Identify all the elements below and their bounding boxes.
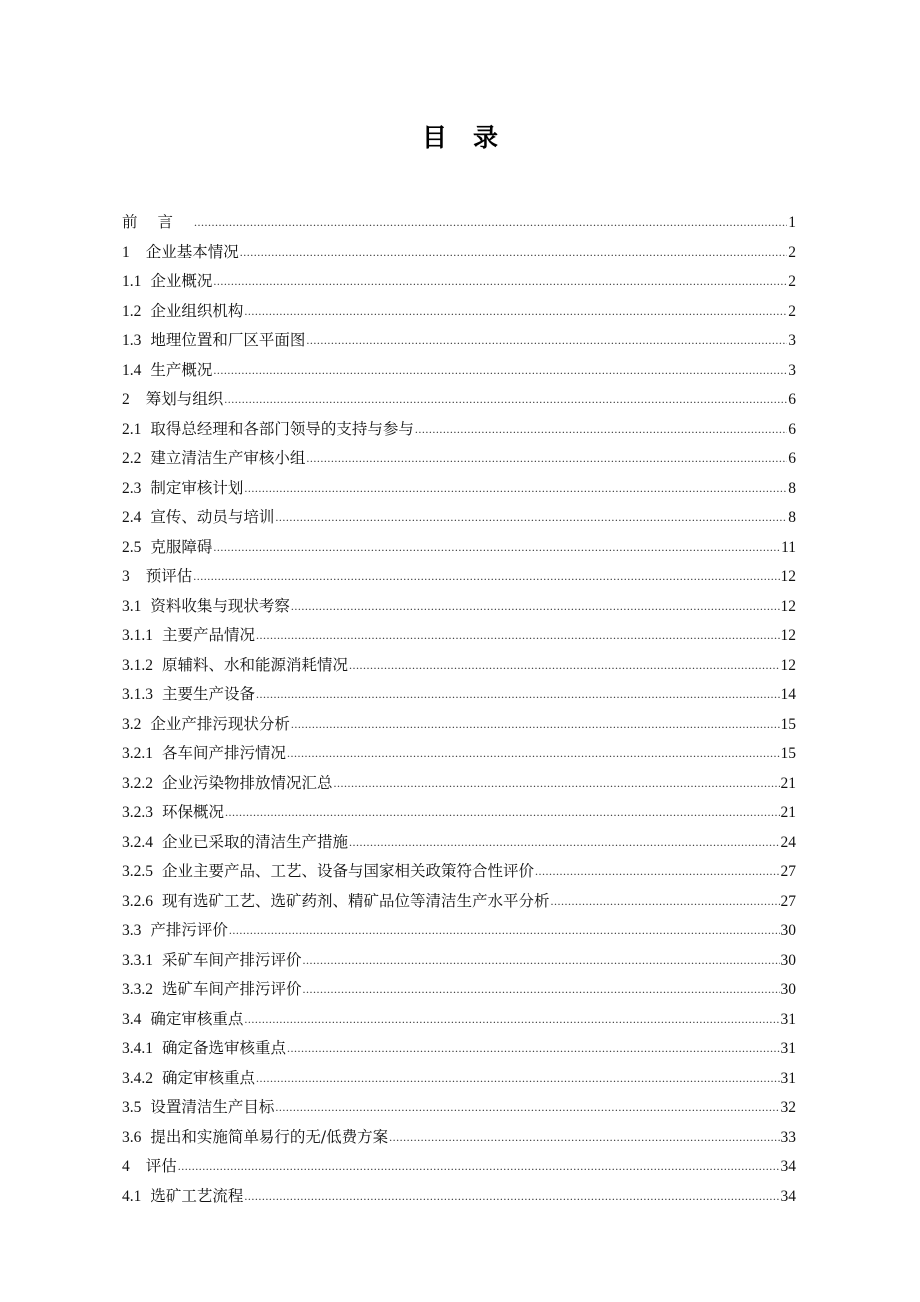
toc-dot-leader [349, 828, 779, 858]
toc-entry-page-number: 14 [780, 686, 796, 703]
toc-entry-title: 选矿车间产排污评价 [162, 980, 302, 998]
toc-dot-leader [256, 1064, 779, 1094]
toc-entry-title: 环保概况 [162, 803, 225, 821]
toc-entry-title: 企业概况 [150, 272, 213, 290]
toc-entry-page-number: 33 [780, 1128, 796, 1146]
toc-entry-number: 3.2.3 [122, 804, 153, 821]
toc-dot-leader [551, 887, 780, 917]
toc-entry[interactable] [122, 267, 796, 297]
toc-entry-page-number: 21 [780, 774, 796, 792]
toc-entry-page-number: 6 [788, 450, 796, 467]
toc-entry-number: 3.6 [122, 1128, 142, 1146]
toc-entry[interactable] [122, 1123, 796, 1153]
toc-entry[interactable] [122, 415, 796, 445]
toc-entry-page-number: 8 [788, 479, 796, 497]
toc-entry-number: 1.2 [122, 302, 142, 320]
toc-entry[interactable] [122, 739, 796, 769]
toc-entry-number: 3.2.4 [122, 833, 153, 851]
toc-entry[interactable] [122, 621, 796, 651]
toc-entry-number: 3.2.2 [122, 774, 153, 792]
toc-dot-leader [303, 946, 780, 976]
toc-entry-page-number: 12 [780, 568, 796, 585]
toc-entry-number: 1.3 [122, 332, 142, 349]
toc-entry-title: 资料收集与现状考察 [150, 596, 290, 615]
toc-entry-number: 3.2.1 [122, 745, 153, 762]
toc-entry[interactable] [122, 887, 796, 917]
toc-entry-title: 各车间产排污情况 [162, 744, 287, 762]
toc-entry-number: 2.2 [122, 450, 142, 467]
table-of-contents [122, 208, 796, 1211]
toc-entry[interactable] [122, 562, 796, 592]
toc-entry-number: 2.5 [122, 538, 142, 556]
toc-dot-leader [291, 710, 780, 740]
toc-entry-title: 筹划与组织 [145, 390, 224, 408]
toc-entry-page-number: 6 [788, 420, 796, 438]
toc-entry-page-number: 8 [788, 509, 796, 526]
toc-entry-title: 制定审核计划 [150, 478, 244, 497]
toc-entry-page-number: 27 [780, 892, 796, 910]
toc-entry-title: 选矿工艺流程 [150, 1186, 244, 1205]
toc-entry[interactable] [122, 769, 796, 799]
toc-entry-number: 3.3 [122, 922, 142, 939]
toc-entry[interactable] [122, 946, 796, 976]
toc-entry-page-number: 34 [780, 1187, 796, 1205]
toc-entry-page-number: 12 [780, 597, 796, 615]
toc-entry[interactable] [122, 326, 796, 356]
toc-entry-title: 克服障碍 [150, 537, 213, 556]
toc-entry-number: 1.1 [122, 273, 142, 290]
toc-entry-title: 现有选矿工艺、选矿药剂、精矿品位等清洁生产水平分析 [162, 891, 550, 910]
toc-entry-title: 建立清洁生产审核小组 [150, 449, 306, 467]
toc-entry-page-number: 11 [781, 538, 796, 556]
toc-dot-leader [194, 208, 787, 238]
toc-entry-title: 企业已采取的清洁生产措施 [162, 832, 349, 851]
toc-entry[interactable] [122, 1152, 796, 1182]
toc-dot-leader [256, 680, 779, 710]
toc-entry-number: 3.4.2 [122, 1069, 153, 1087]
toc-entry-number: 3.2 [122, 715, 142, 733]
toc-entry-page-number: 3 [788, 332, 796, 349]
toc-entry-title: 预评估 [145, 567, 193, 585]
toc-entry-page-number: 21 [780, 804, 796, 821]
toc-entry[interactable] [122, 474, 796, 504]
toc-entry-title: 采矿车间产排污评价 [162, 950, 302, 969]
toc-entry-number: 4 [122, 1158, 130, 1175]
toc-entry[interactable] [122, 916, 796, 946]
toc-dot-leader [244, 297, 787, 327]
toc-entry-title: 宣传、动员与培训 [150, 508, 275, 526]
toc-entry-number: 3.1.2 [122, 656, 153, 674]
toc-entry-title: 企业基本情况 [145, 242, 239, 261]
toc-entry-title: 生产概况 [150, 360, 213, 379]
toc-dot-leader [213, 533, 780, 563]
toc-entry[interactable] [122, 1064, 796, 1094]
toc-entry-page-number: 2 [788, 302, 796, 320]
toc-entry-number: 2 [122, 391, 130, 408]
toc-entry[interactable] [122, 356, 796, 386]
toc-entry-title: 前言 [122, 213, 194, 231]
toc-dot-leader [224, 385, 787, 415]
toc-entry-title: 产排污评价 [150, 921, 228, 939]
toc-entry-page-number: 31 [780, 1069, 796, 1087]
toc-entry-page-number: 31 [780, 1010, 796, 1028]
toc-entry-title: 主要产品情况 [162, 626, 256, 644]
toc-entry-number: 2.1 [122, 420, 142, 438]
toc-entry-number: 3.4.1 [122, 1040, 153, 1057]
toc-dot-leader [229, 916, 780, 946]
toc-entry-title: 企业组织机构 [150, 301, 244, 320]
toc-entry-title: 确定审核重点 [150, 1009, 244, 1028]
toc-entry-number: 3.1 [122, 597, 142, 615]
toc-entry-number: 2.4 [122, 509, 142, 526]
toc-entry[interactable] [122, 975, 796, 1005]
toc-entry[interactable] [122, 533, 796, 563]
toc-dot-leader [306, 444, 787, 474]
toc-dot-leader [244, 1182, 779, 1212]
toc-entry-number: 3.2.6 [122, 892, 153, 910]
toc-entry-title: 企业主要产品、工艺、设备与国家相关政策符合性评价 [162, 862, 535, 880]
toc-entry-number: 3.3.2 [122, 981, 153, 998]
toc-dot-leader [275, 503, 787, 533]
toc-entry-number: 3.1.1 [122, 627, 153, 644]
toc-entry-number: 3.1.3 [122, 686, 153, 703]
toc-entry[interactable] [122, 444, 796, 474]
toc-dot-leader [287, 1034, 779, 1064]
toc-entry-title: 原辅料、水和能源消耗情况 [162, 655, 349, 674]
toc-entry-title: 确定审核重点 [162, 1068, 256, 1087]
toc-entry[interactable] [122, 651, 796, 681]
toc-dot-leader [334, 769, 780, 799]
toc-entry[interactable] [122, 710, 796, 740]
toc-dot-leader [389, 1123, 779, 1153]
toc-entry-number: 4.1 [122, 1187, 142, 1205]
toc-entry-title: 企业污染物排放情况汇总 [162, 773, 333, 792]
toc-entry-title: 取得总经理和各部门领导的支持与参与 [150, 419, 414, 438]
toc-dot-leader [193, 562, 779, 592]
toc-entry-page-number: 15 [780, 745, 796, 762]
toc-dot-leader [415, 415, 787, 445]
toc-dot-leader [535, 857, 779, 887]
toc-dot-leader [287, 739, 779, 769]
toc-dot-leader [349, 651, 779, 681]
toc-entry-title: 地理位置和厂区平面图 [150, 331, 306, 349]
toc-entry-title: 确定备选审核重点 [162, 1039, 287, 1057]
toc-entry[interactable] [122, 1093, 796, 1123]
toc-entry-number: 3.4 [122, 1010, 142, 1028]
toc-entry-number: 2.3 [122, 479, 142, 497]
toc-dot-leader [225, 798, 779, 828]
toc-entry-number: 3.2.5 [122, 863, 153, 880]
toc-entry[interactable] [122, 1034, 796, 1064]
toc-entry-page-number: 30 [780, 922, 796, 939]
toc-entry[interactable] [122, 385, 796, 415]
toc-entry[interactable] [122, 503, 796, 533]
toc-dot-leader [275, 1093, 779, 1123]
toc-dot-leader [213, 267, 787, 297]
toc-entry-number: 3.3.1 [122, 951, 153, 969]
toc-title: 目录 [421, 123, 524, 152]
toc-dot-leader [256, 621, 779, 651]
toc-entry-page-number: 30 [780, 951, 796, 969]
toc-dot-leader [244, 1005, 779, 1035]
toc-entry[interactable] [122, 1005, 796, 1035]
toc-entry-page-number: 31 [780, 1040, 796, 1057]
toc-entry[interactable] [122, 798, 796, 828]
toc-entry-number: 1 [122, 243, 130, 261]
toc-entry-page-number: 27 [780, 863, 796, 880]
toc-entry[interactable] [122, 238, 796, 268]
toc-entry-number: 3 [122, 568, 130, 585]
toc-entry[interactable] [122, 297, 796, 327]
toc-entry-title: 提出和实施简单易行的无/低费方案 [150, 1127, 389, 1146]
toc-entry-title: 评估 [145, 1157, 177, 1175]
toc-dot-leader [306, 326, 787, 356]
toc-dot-leader [240, 238, 787, 268]
toc-entry-page-number: 6 [788, 391, 796, 408]
toc-entry[interactable] [122, 828, 796, 858]
toc-dot-leader [244, 474, 787, 504]
toc-dot-leader [291, 592, 780, 622]
toc-entry[interactable] [122, 592, 796, 622]
toc-entry-title: 企业产排污现状分析 [150, 714, 290, 733]
toc-entry-number: 3.5 [122, 1099, 142, 1116]
toc-entry-title: 主要生产设备 [162, 685, 256, 703]
toc-entry-page-number: 12 [780, 627, 796, 644]
toc-dot-leader [178, 1152, 780, 1182]
toc-dot-leader [303, 975, 780, 1005]
toc-entry-page-number: 24 [780, 833, 796, 851]
toc-entry-page-number: 2 [788, 273, 796, 290]
toc-entry-page-number: 2 [788, 243, 796, 261]
toc-entry-page-number: 30 [780, 981, 796, 998]
toc-dot-leader [213, 356, 787, 386]
toc-entry-page-number: 12 [780, 656, 796, 674]
toc-entry[interactable] [122, 857, 796, 887]
toc-entry-number: 1.4 [122, 361, 142, 379]
toc-entry-page-number: 3 [788, 361, 796, 379]
toc-entry[interactable] [122, 680, 796, 710]
toc-entry-page-number: 15 [780, 715, 796, 733]
toc-entry-page-number: 34 [780, 1158, 796, 1175]
toc-entry[interactable] [122, 208, 796, 238]
toc-entry-page-number: 32 [780, 1099, 796, 1116]
toc-entry-title: 设置清洁生产目标 [150, 1098, 275, 1116]
toc-entry[interactable] [122, 1182, 796, 1212]
toc-entry-page-number: 1 [788, 214, 796, 231]
